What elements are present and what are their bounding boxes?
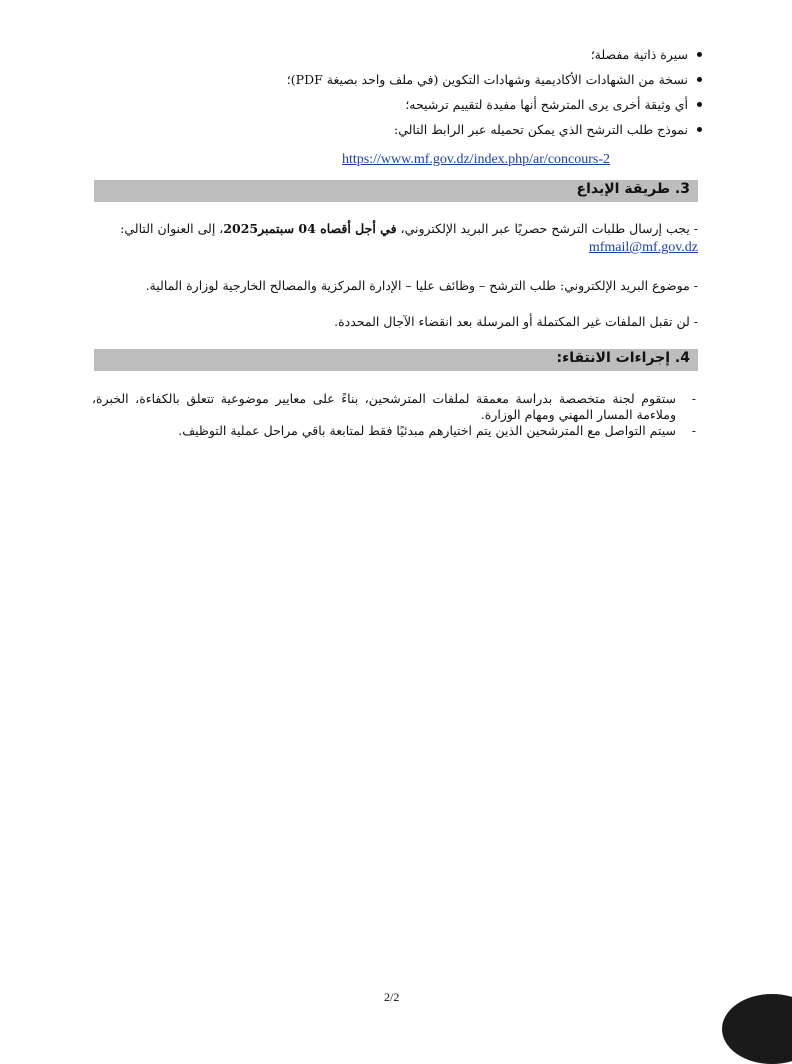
section-4-header: [94, 349, 698, 371]
corner-shadow: [722, 994, 792, 1064]
page-number: 2/2: [384, 990, 400, 1004]
list-item: نسخة من الشهادات الأكاديمية وشهادات التكوين (في ملف واحد بصيغة PDF)؛: [102, 67, 702, 92]
list-item: نموذج طلب الترشح الذي يمكن تحميله عبر الرابط التالي:: [102, 117, 702, 142]
list-item: أي وثيقة أخرى يرى المترشح أنها مفيدة لتقييم ترشيحه؛: [102, 92, 702, 117]
application-form-link[interactable]: https://www.mf.gov.dz/index.php/ar/concours-2: [342, 152, 611, 167]
bullet-icon: [697, 102, 702, 107]
rejection-paragraph: - لن تقبل الملفات غير المكتملة أو المرسلة بعد انقضاء الآجال المحددة.: [334, 314, 698, 329]
requirements-list: [102, 42, 702, 142]
deadline-text: في أجل أقصاه 04 سبتمبر2025: [223, 221, 397, 236]
bullet-icon: [697, 77, 702, 82]
dash-marker: -: [691, 423, 696, 438]
selection-procedure-list: [92, 391, 698, 439]
submission-paragraph: - يجب إرسال طلبات الترشح حصريًا عبر البريد الإلكتروني، في أجل أقصاه 04 سبتمبر2025، إلى العنوان التالي: mfmail@mf.gov.dz: [120, 221, 698, 255]
email-link[interactable]: mfmail@mf.gov.dz: [588, 240, 698, 255]
bullet-icon: [697, 127, 702, 132]
list-item: - ستقوم لجنة متخصصة بدراسة معمقة لملفات المترشحين، بناءً على معايير موضوعية تتعلق بالكفاءة، الخبرة، وملاءمة المسار المهني ومهام الوزارة.: [92, 391, 696, 422]
section-3-header: [94, 180, 698, 202]
list-item: سيرة ذاتية مفصلة؛: [102, 42, 702, 67]
list-item: - سيتم التواصل مع المترشحين الذين يتم اختيارهم مبدئيًا فقط لمتابعة باقي مراحل عملية التوظيف.: [178, 423, 696, 438]
bullet-icon: [697, 52, 702, 57]
email-subject-paragraph: - موضوع البريد الإلكتروني: طلب الترشح – وظائف عليا – الإدارة المركزية والمصالح الخارجية لوزارة المالية.: [145, 278, 698, 293]
dash-marker: -: [691, 391, 696, 406]
section-3-title: 3. طريقة الإيداع: [576, 181, 690, 197]
section-4-title: 4. إجراءات الانتقاء:: [556, 350, 690, 366]
